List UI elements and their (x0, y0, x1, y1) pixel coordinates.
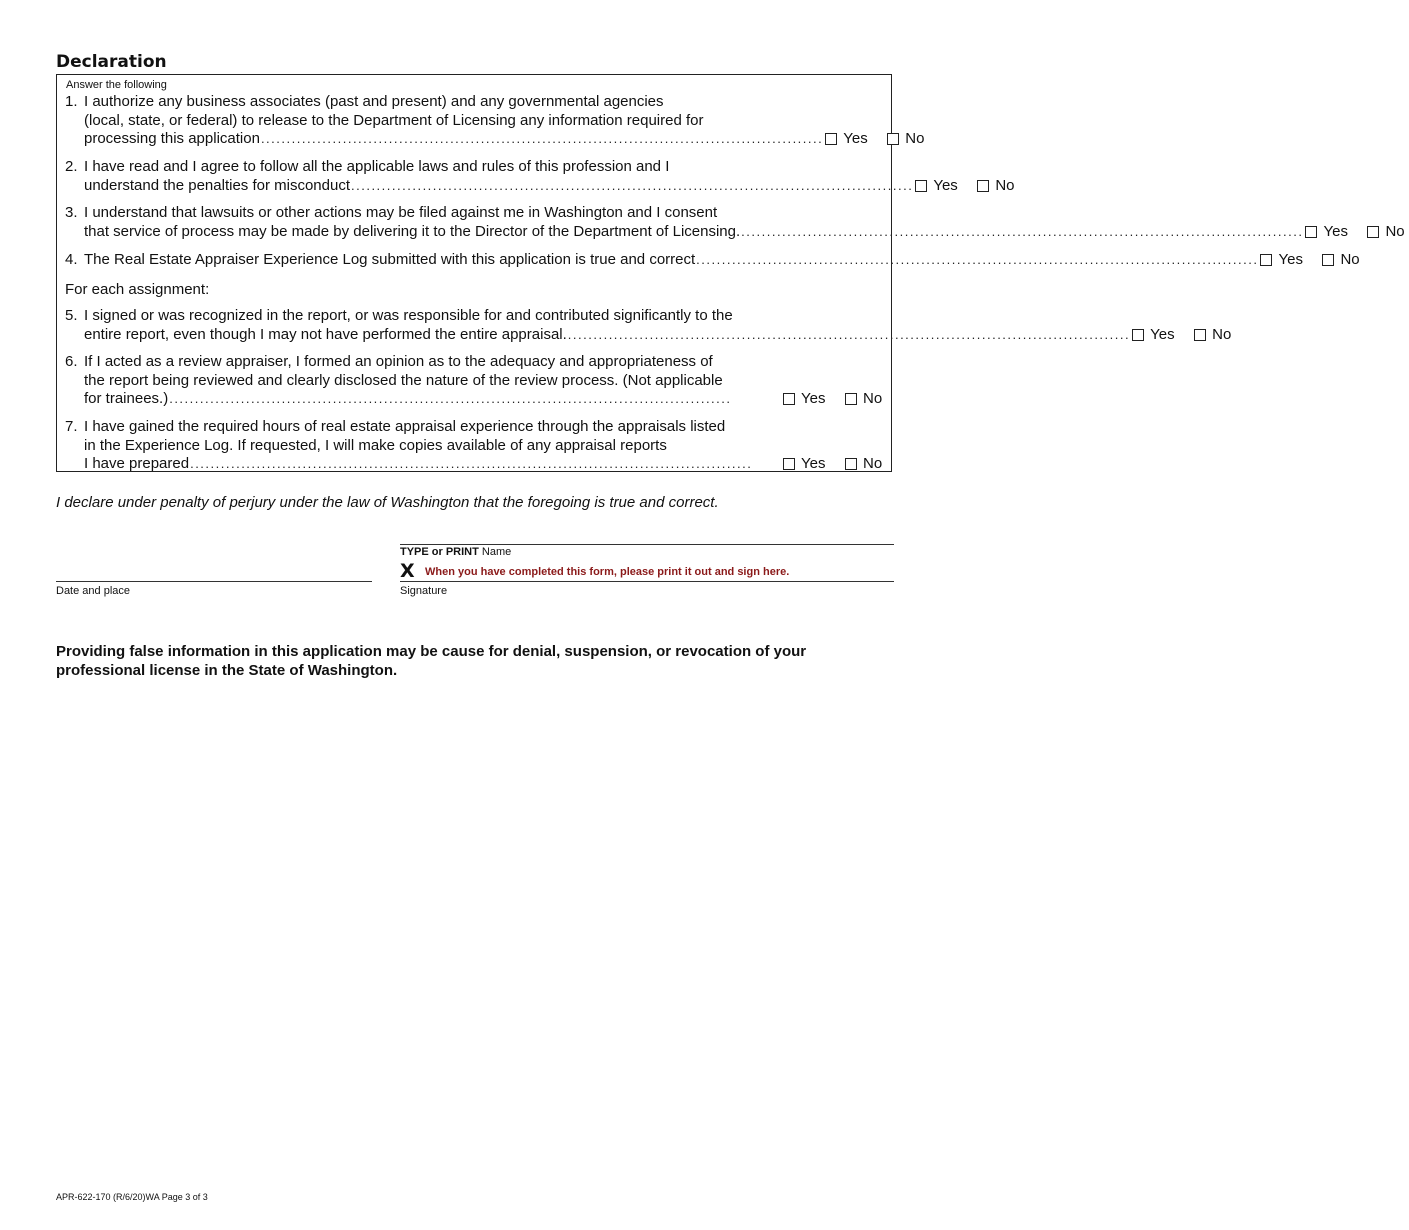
no-label: No (863, 455, 883, 472)
yes-checkbox[interactable] (1132, 329, 1144, 341)
no-label: No (995, 176, 1015, 194)
name-field-label (400, 546, 511, 558)
question-text-line: I have read and I agree to follow all the applicable laws and rules of this profession and I (84, 158, 670, 175)
no-checkbox[interactable] (1322, 254, 1334, 266)
question-text-line: I authorize any business associates (past and present) and any governmental agencies (84, 93, 664, 110)
no-option[interactable] (1322, 251, 1359, 270)
no-label: No (1340, 251, 1360, 268)
question-text-line: I have prepared (84, 455, 190, 472)
question-number: 3. (65, 204, 78, 221)
yes-option[interactable] (915, 177, 977, 196)
yes-option[interactable] (825, 130, 887, 149)
for-each-assignment-heading: For each assignment: (65, 281, 210, 298)
no-label: No (1212, 325, 1232, 343)
no-checkbox[interactable] (845, 393, 857, 405)
answer-instructions: Answer the following (66, 79, 167, 91)
declaration-box (56, 74, 1405, 472)
question-text-line: (local, state, or federal) to release to the Department of Licensing any information required for (84, 111, 704, 129)
question-5 (65, 307, 1232, 344)
sign-here-note: When you have completed this form, please print it out and sign here. (425, 566, 790, 578)
no-option[interactable] (1367, 223, 1404, 242)
yes-option[interactable] (783, 390, 845, 409)
question-number: 2. (65, 158, 78, 175)
question-text-line: I have gained the required hours of real estate appraisal experience through the appraisals listed (84, 418, 726, 435)
yes-label: Yes (1150, 325, 1175, 343)
yes-label: Yes (1323, 222, 1348, 240)
yes-label: Yes (933, 176, 958, 194)
no-label: No (1385, 222, 1405, 240)
false-information-warning: Providing false information in this application may be cause for denial, suspension, or revocation of your professional license in the State of Washington. (56, 643, 807, 679)
yes-checkbox[interactable] (1305, 226, 1317, 238)
sign-here-x-icon: X (400, 560, 415, 582)
section-title: Declaration (56, 52, 167, 72)
question-text-line: entire report, even though I may not have performed the entire appraisal. (84, 325, 567, 343)
question-number: 1. (65, 93, 78, 110)
yes-checkbox[interactable] (915, 180, 927, 192)
question-text-line: The Real Estate Appraiser Experience Log submitted with this application is true and correct (84, 251, 696, 268)
no-checkbox[interactable] (1367, 226, 1379, 238)
question-7 (65, 418, 887, 474)
dot-leader: .............................................................................................................. (741, 223, 1304, 239)
no-checkbox[interactable] (845, 458, 857, 470)
form-footer: APR-622-170 (R/6/20)WA Page 3 of 3 (56, 1192, 208, 1202)
no-option[interactable] (1194, 326, 1231, 345)
name-label-rest: Name (478, 546, 512, 558)
question-number: 5. (65, 307, 78, 324)
question-1 (65, 93, 925, 149)
question-text-line: that service of process may be made by delivering it to the Director of the Department of Licensing. (84, 222, 741, 240)
question-number: 4. (65, 251, 78, 268)
no-option[interactable] (977, 177, 1014, 196)
dot-leader: .............................................................................................................. (696, 252, 1259, 267)
question-3 (65, 204, 1405, 241)
name-label-bold: TYPE or PRINT (400, 546, 479, 558)
yes-label: Yes (801, 390, 826, 407)
question-number: 6. (65, 353, 78, 370)
no-option[interactable] (845, 455, 882, 474)
name-field-top-rule (400, 544, 894, 545)
date-place-label: Date and place (56, 585, 130, 597)
question-number: 7. (65, 418, 78, 435)
no-checkbox[interactable] (977, 180, 989, 192)
question-text-line: I signed or was recognized in the report, or was responsible for and contributed significantly to the (84, 307, 733, 324)
dot-leader: .............................................................................................................. (169, 391, 732, 406)
yes-checkbox[interactable] (825, 133, 837, 145)
no-checkbox[interactable] (1194, 329, 1206, 341)
yes-option[interactable] (1305, 223, 1367, 242)
no-checkbox[interactable] (887, 133, 899, 145)
question-6 (65, 353, 887, 409)
no-label: No (863, 390, 883, 407)
yes-checkbox[interactable] (783, 458, 795, 470)
yes-label: Yes (801, 455, 826, 472)
question-text-line: If I acted as a review appraiser, I formed an opinion as to the adequacy and appropriateness of (84, 353, 713, 370)
yes-option[interactable] (1260, 251, 1322, 270)
perjury-statement: I declare under penalty of perjury under the law of Washington that the foregoing is true and correct. (56, 494, 719, 511)
yes-checkbox[interactable] (1260, 254, 1272, 266)
dot-leader: .............................................................................................................. (190, 456, 753, 471)
yes-label: Yes (1278, 251, 1303, 268)
question-text-line: I understand that lawsuits or other actions may be filed against me in Washington and I consent (84, 204, 718, 221)
yes-checkbox[interactable] (783, 393, 795, 405)
dot-leader: .............................................................................................................. (351, 177, 914, 193)
yes-option[interactable] (783, 455, 845, 474)
yes-option[interactable] (1132, 326, 1194, 345)
question-2 (65, 158, 1015, 195)
question-text-line: for trainees.) (84, 390, 169, 407)
question-text-line: understand the penalties for misconduct (84, 176, 350, 194)
signature-field[interactable] (400, 581, 894, 582)
no-label: No (905, 130, 925, 147)
date-place-field[interactable] (56, 581, 372, 582)
no-option[interactable] (887, 130, 924, 149)
no-option[interactable] (845, 390, 882, 409)
dot-leader: .............................................................................................................. (260, 131, 824, 146)
question-text-line: the report being reviewed and clearly disclosed the nature of the review process. (Not applicable (84, 371, 723, 389)
question-4 (65, 251, 1360, 270)
question-text-line: processing this application (84, 130, 260, 147)
signature-label: Signature (400, 585, 448, 597)
question-text-line: in the Experience Log. If requested, I will make copies available of any appraisal reports (84, 436, 667, 454)
dot-leader: .............................................................................................................. (567, 326, 1131, 342)
yes-label: Yes (843, 130, 868, 147)
